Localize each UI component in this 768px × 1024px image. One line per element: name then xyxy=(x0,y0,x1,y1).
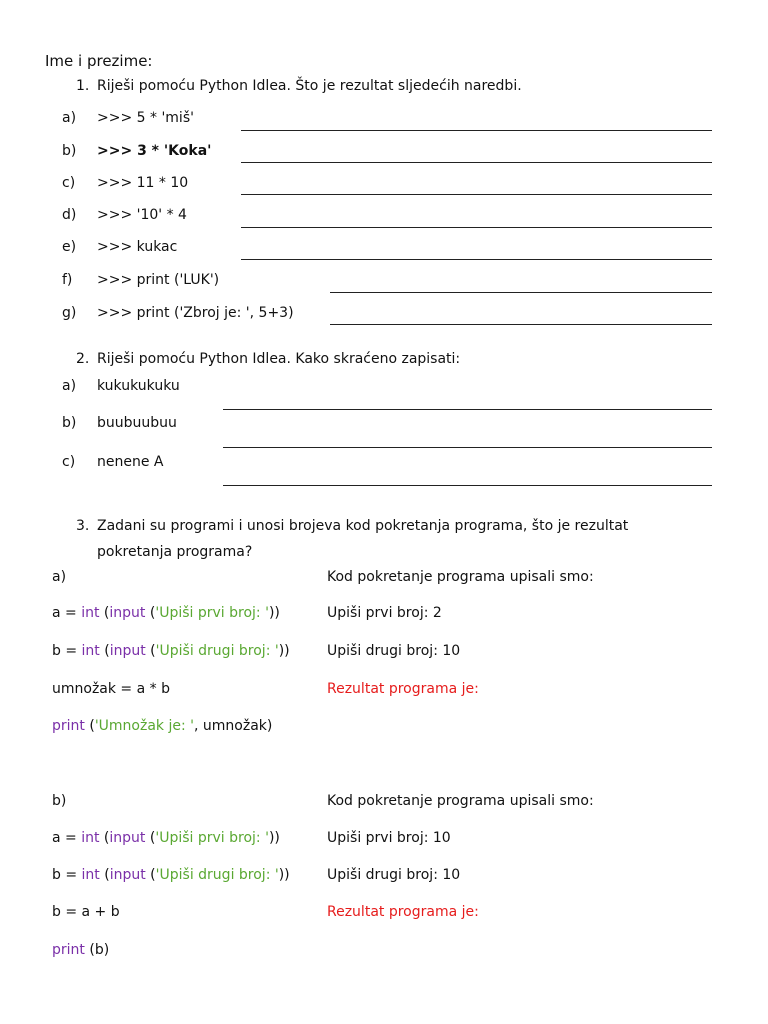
result-label: Rezultat programa je: xyxy=(327,904,479,920)
input-heading: Kod pokretanje programa upisali smo: xyxy=(327,793,594,809)
input-value: Upiši drugi broj: 10 xyxy=(327,643,461,659)
code-line: a = int (input ('Upiši prvi broj: ')) xyxy=(52,605,280,621)
answer-line[interactable] xyxy=(241,227,712,228)
program-label: a) xyxy=(52,569,67,585)
task1-item-letter: a) xyxy=(62,110,77,126)
task2-title: Riješi pomoću Python Idlea. Kako skraćeno zapisati: xyxy=(97,351,461,367)
task1-item-text: >>> '10' * 4 xyxy=(97,207,187,223)
answer-line[interactable] xyxy=(241,194,712,195)
answer-line[interactable] xyxy=(223,485,712,486)
task2-item-text: buubuubuu xyxy=(97,415,177,431)
program-label: b) xyxy=(52,793,67,809)
task2-item-letter: a) xyxy=(62,378,77,394)
input-value: Upiši prvi broj: 10 xyxy=(327,830,451,846)
task1-item-text: >>> print ('Zbroj je: ', 5+3) xyxy=(97,305,294,321)
task1-item-text: >>> print ('LUK') xyxy=(97,272,220,288)
task1-item-letter: b) xyxy=(62,143,77,159)
task3-number: 3. xyxy=(76,518,90,534)
task1-item-text: >>> 3 * 'Koka' xyxy=(97,143,212,159)
task3-title-line1: Zadani su programi i unosi brojeva kod pokretanja programa, što je rezultat xyxy=(97,518,629,534)
code-line: print (b) xyxy=(52,942,110,958)
code-line: b = a + b xyxy=(52,904,120,920)
code-line: b = int (input ('Upiši drugi broj: ')) xyxy=(52,643,290,659)
code-line: a = int (input ('Upiši prvi broj: ')) xyxy=(52,830,280,846)
task2-item-letter: c) xyxy=(62,454,76,470)
answer-line[interactable] xyxy=(223,409,712,410)
code-line: b = int (input ('Upiši drugi broj: ')) xyxy=(52,867,290,883)
code-line: print ('Umnožak je: ', umnožak) xyxy=(52,718,273,734)
task2-item-text: nenene A xyxy=(97,454,164,470)
task2-number: 2. xyxy=(76,351,90,367)
task1-item-text: >>> 5 * 'miš' xyxy=(97,110,194,126)
task2-item-text: kukukukuku xyxy=(97,378,180,394)
answer-line[interactable] xyxy=(241,130,712,131)
result-label: Rezultat programa je: xyxy=(327,681,479,697)
task1-number: 1. xyxy=(76,78,90,94)
name-label: Ime i prezime: xyxy=(45,52,153,70)
input-value: Upiši drugi broj: 10 xyxy=(327,867,461,883)
code-line: umnožak = a * b xyxy=(52,681,170,697)
task3-title-line2: pokretanja programa? xyxy=(97,544,253,560)
task1-item-letter: g) xyxy=(62,305,77,321)
task1-item-letter: c) xyxy=(62,175,76,191)
answer-line[interactable] xyxy=(223,447,712,448)
task1-title: Riješi pomoću Python Idlea. Što je rezultat sljedećih naredbi. xyxy=(97,78,522,94)
input-heading: Kod pokretanje programa upisali smo: xyxy=(327,569,594,585)
task1-item-text: >>> kukac xyxy=(97,239,178,255)
input-value: Upiši prvi broj: 2 xyxy=(327,605,442,621)
answer-line[interactable] xyxy=(330,292,712,293)
task1-item-letter: f) xyxy=(62,272,73,288)
task1-item-text: >>> 11 * 10 xyxy=(97,175,189,191)
task1-item-letter: d) xyxy=(62,207,77,223)
task2-item-letter: b) xyxy=(62,415,77,431)
answer-line[interactable] xyxy=(330,324,712,325)
answer-line[interactable] xyxy=(241,162,712,163)
answer-line[interactable] xyxy=(241,259,712,260)
task1-item-letter: e) xyxy=(62,239,77,255)
